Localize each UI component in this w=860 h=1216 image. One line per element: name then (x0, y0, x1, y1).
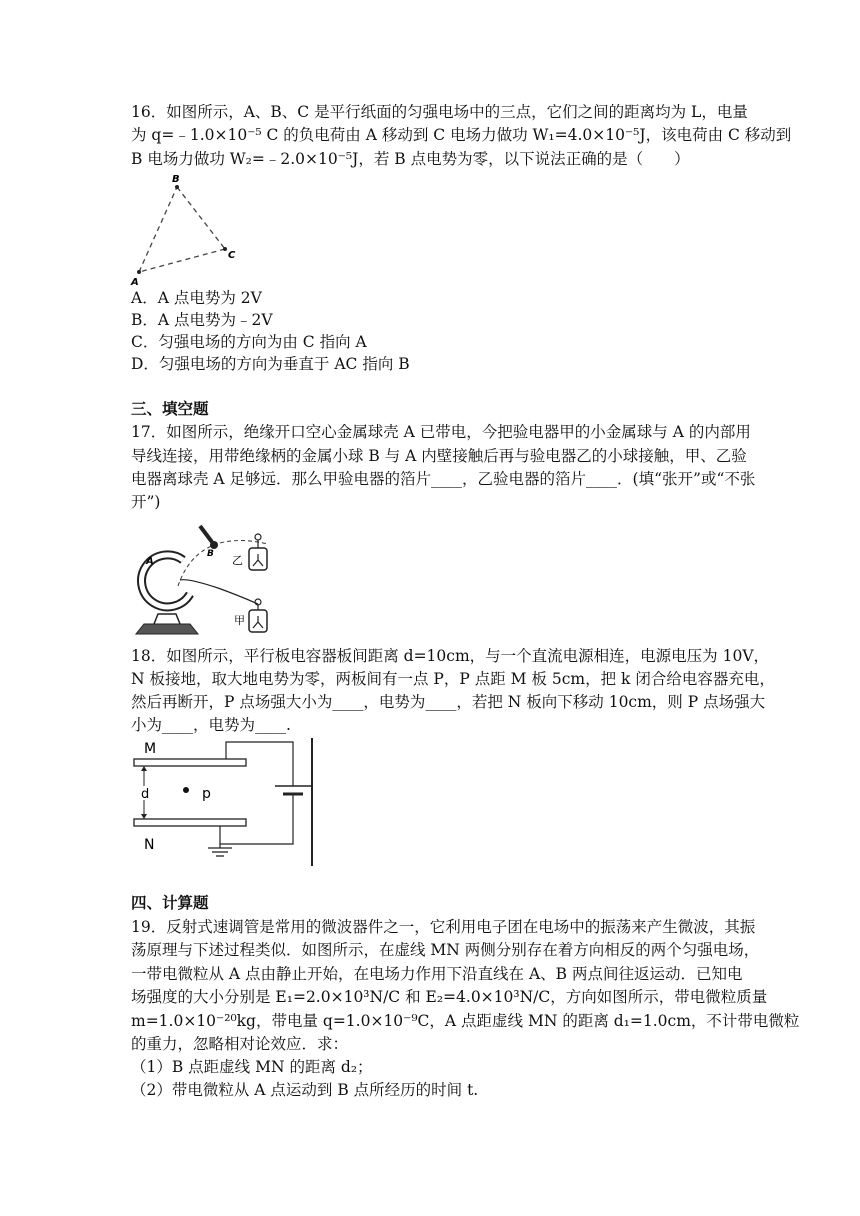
q17-line-2: 导线连接，用带绝缘柄的金属小球 B 与 A 内壁接触后再与验电器乙的小球接触，甲、乙验 (131, 447, 747, 465)
capacitor-circuit-figure (128, 736, 318, 868)
plate-n-label: N (144, 837, 155, 853)
shell-a-label: A (146, 556, 154, 567)
q18-line-4: 小为____，电势为____. (131, 716, 291, 734)
electroscope-yi-label: 乙 (232, 554, 243, 567)
q19-line-5: m=1.0×10⁻²⁰kg，带电量 q=1.0×10⁻⁹C，A 点距虚线 MN 的距离 d₁=1.0cm，不计带电微粒 (131, 1012, 800, 1030)
q19-line-2: 荡原理与下述过程类似．如图所示，在虚线 MN 两侧分别存在着方向相反的两个匀强电场， (131, 941, 760, 959)
q17-line-1: 17．如图所示，绝缘开口空心金属球壳 A 已带电，今把验电器甲的小金属球与 A 的内部用 (131, 423, 751, 441)
q16-line-1: 16．如图所示，A、B、C 是平行纸面的匀强电场中的三点，它们之间的距离均为 L，电量 (131, 103, 748, 121)
point-c-label: C (228, 250, 236, 261)
point-a-label: A (131, 277, 139, 288)
triangle-abc-figure (125, 172, 245, 290)
q16-option-b: B．A 点电势为﹣2V (131, 311, 273, 329)
electroscope-jia-label: 甲 (234, 614, 245, 627)
section-3-heading: 三、填空题 (131, 400, 209, 418)
q16-line-3: B 电场力做功 W₂=﹣2.0×10⁻⁵J，若 B 点电势为零，以下说法正确的是（ ） (131, 150, 690, 168)
q19-line-4: 场强度的大小分别是 E₁=2.0×10³N/C 和 E₂=4.0×10³N/C，方向如图所示，带电微粒质量 (131, 988, 768, 1006)
q16-option-d: D．匀强电场的方向为垂直于 AC 指向 B (131, 355, 410, 373)
q16-option-c: C．匀强电场的方向为由 C 指向 A (131, 333, 367, 351)
plate-m-label: M (144, 741, 157, 757)
q19-line-3: 一带电微粒从 A 点由静止开始，在电场力作用下沿直线在 A、B 两点间往返运动．已知电 (131, 965, 743, 983)
distance-d-label: d (141, 787, 150, 802)
metal-shell-electroscope-figure (128, 518, 290, 638)
q19-line-6: 的重力，忽略相对论效应．求： (131, 1035, 349, 1053)
q17-line-3: 电器离球壳 A 足够远．那么甲验电器的箔片____，乙验电器的箔片____．(填“张开”或“不张 (131, 470, 756, 488)
q19-subquestion-1: （1）B 点距虚线 MN 的距离 d₂； (131, 1058, 373, 1076)
q16-option-a: A．A 点电势为 2V (131, 289, 262, 307)
q19-subquestion-2: （2）带电微粒从 A 点运动到 B 点所经历的时间 t. (131, 1081, 479, 1099)
q19-line-1: 19．反射式速调管是常用的微波器件之一，它利用电子团在电场中的振荡来产生微波，其振 (131, 918, 756, 936)
q16-line-2: 为 q=﹣1.0×10⁻⁵ C 的负电荷由 A 移动到 C 电场力做功 W₁=4.0×10⁻⁵J，该电荷由 C 移动到 (131, 126, 792, 144)
ball-b-label: B (207, 549, 214, 559)
q17-line-4: 开”) (131, 493, 161, 511)
point-b-label: B (172, 174, 180, 185)
point-p-label: p (202, 786, 211, 802)
section-4-heading: 四、计算题 (131, 894, 209, 912)
q18-line-1: 18．如图所示，平行板电容器板间距离 d=10cm，与一个直流电源相连，电源电压为 10V， (131, 647, 770, 665)
q18-line-3: 然后再断开，P 点场强大小为____，电势为____，若把 N 板向下移动 10cm，则 P 点场强大 (131, 693, 766, 711)
q18-line-2: N 板接地，取大地电势为零，两板间有一点 P，P 点距 M 板 5cm，把 k 闭合给电容器充电， (131, 670, 775, 688)
